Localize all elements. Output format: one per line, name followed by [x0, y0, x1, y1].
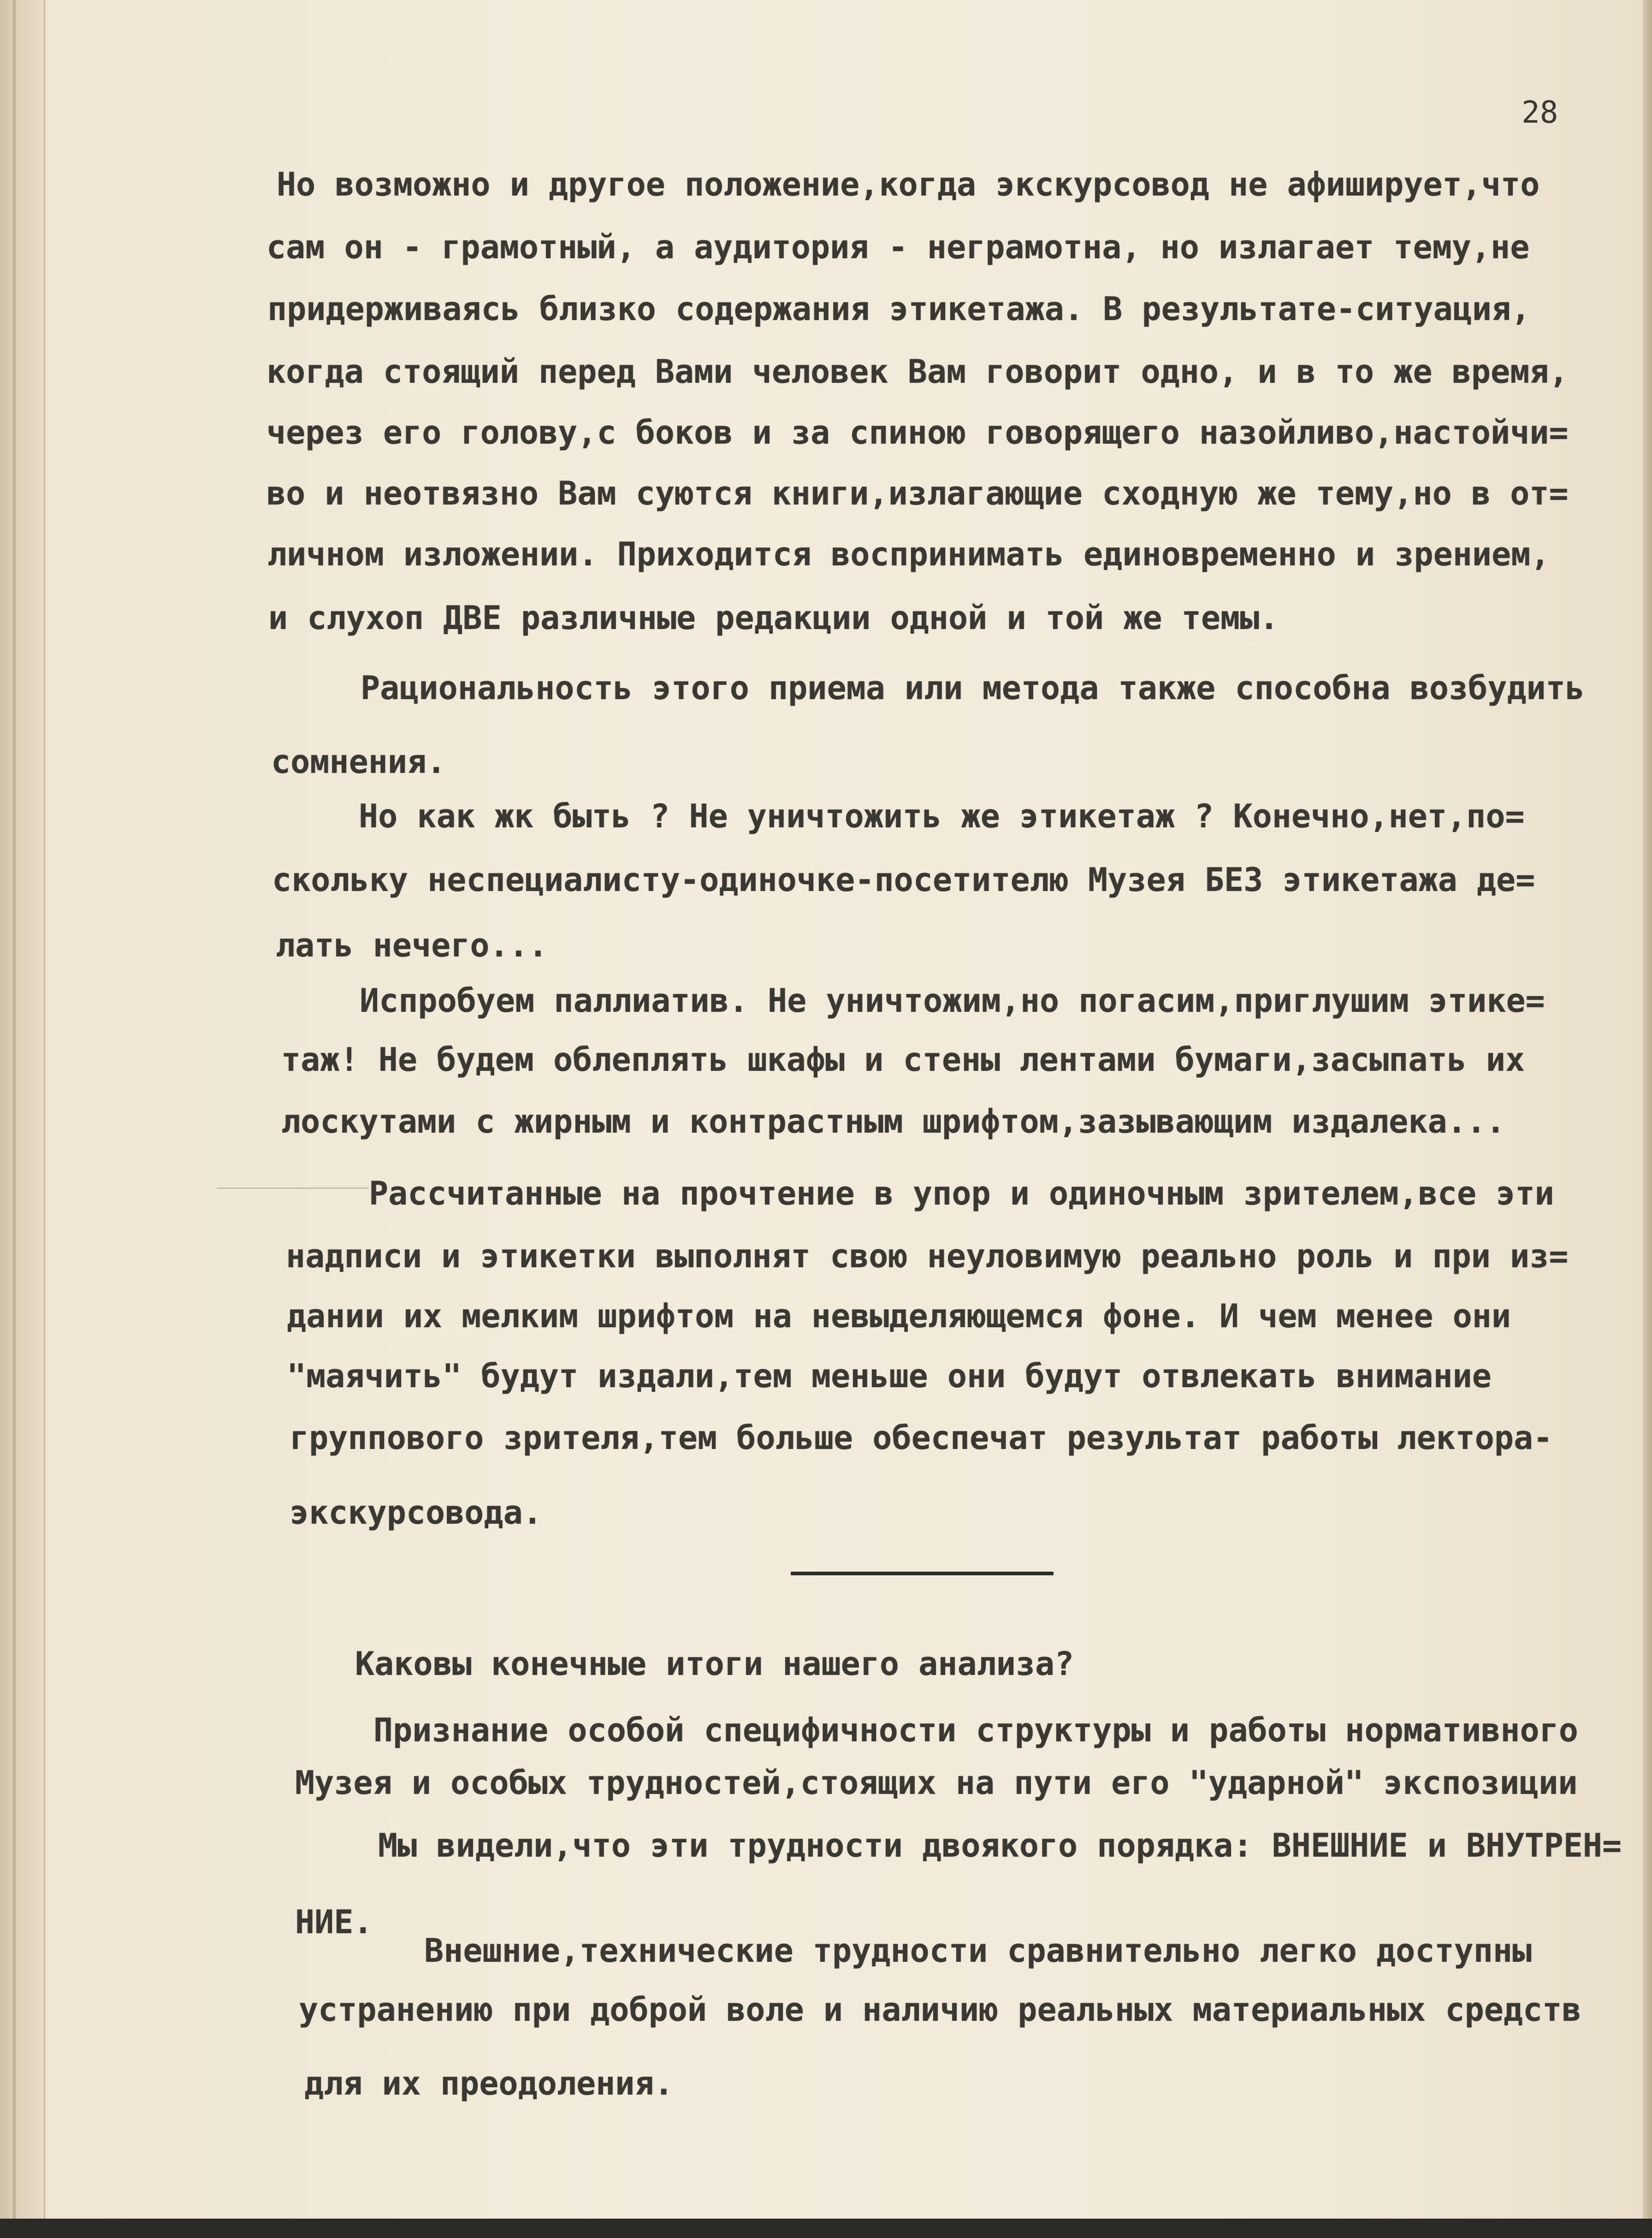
text-line: Рассчитанные на прочтение в упор и одиночным зрителем,все эти [369, 1175, 1554, 1212]
text-line: придерживаясь близко содержания этикетажа. В результате-ситуация, [267, 290, 1531, 328]
text-line: через его голову,с боков и за спиною говорящего назойливо,настойчи= [266, 414, 1569, 451]
text-line: лоскутами с жирным и контрастным шрифтом,зазывающим издалека... [281, 1103, 1506, 1140]
section-divider [791, 1572, 1054, 1575]
text-line: Музея и особых трудностей,стоящих на пути его "ударной" экспозиции [295, 1764, 1578, 1802]
text-line: Каковы конечные итоги нашего анализа? [355, 1645, 1074, 1683]
text-line: когда стоящий перед Вами человек Вам говорит одно, и в то же время, [266, 353, 1569, 391]
faint-rule [217, 1187, 369, 1189]
text-line: устранению при доброй воле и наличию реальных материальных средств [299, 1991, 1581, 2029]
text-line: личном изложении. Приходится воспринимать единовременно и зрением, [267, 535, 1550, 573]
text-line: НИЕ. [295, 1903, 373, 1941]
page-edge-shadow [1643, 0, 1652, 2238]
text-line: Признание особой специфичности структуры и работы нормативного [373, 1711, 1578, 1749]
text-line: группового зрителя,тем больше обеспечат результат работы лектора- [290, 1419, 1553, 1457]
binding-edge [0, 0, 45, 2238]
text-line: дании их мелким шрифтом на невыделяющемся фоне. И чем менее они [287, 1297, 1511, 1335]
text-line: таж! Не будем облеплять шкафы и стены лентами бумаги,засыпать их [281, 1041, 1525, 1079]
text-line: Но как жк быть ? Не уничтожить же этикетаж ? Конечно,нет,по= [359, 797, 1525, 835]
text-line: во и неотвязно Вам суются книги,излагающие сходную же тему,но в от= [266, 475, 1569, 512]
text-line: лать нечего... [276, 926, 548, 964]
text-line: "маячить" будут издали,тем меньше они будут отвлекать внимание [287, 1357, 1492, 1395]
text-line: Внешние,технические трудности сравнительно легко доступны [424, 1932, 1532, 1970]
text-line: экскурсовода. [290, 1494, 542, 1532]
text-line: и слухоп ДВЕ различные редакции одной и той же темы. [268, 599, 1279, 637]
text-line: Но возможно и другое положение,когда экскурсовод не афиширует,что [277, 166, 1540, 203]
text-line: надписи и этикетки выполнят свою неуловимую реально роль и при из= [286, 1237, 1569, 1275]
text-line: Рациональность этого приема или метода также способна возбудить [361, 669, 1585, 707]
text-line: Мы видели,что эти трудности двоякого порядка: ВНЕШНИЕ и ВНУТРЕН= [378, 1827, 1622, 1864]
text-line: Испробуем паллиатив. Не уничтожим,но погасим,приглушим этике= [360, 982, 1545, 1020]
scan-bottom-border [0, 2219, 1652, 2238]
page-number: 28 [1522, 95, 1558, 130]
text-line: скольку неспециалисту-одиночке-посетителю Музея БЕЗ этикетажа де= [272, 861, 1535, 899]
text-line: сомнения. [271, 743, 446, 781]
text-line: сам он - грамотный, а аудитория - неграмотна, но излагает тему,не [266, 228, 1530, 266]
text-line: для их преодоления. [304, 2065, 674, 2102]
